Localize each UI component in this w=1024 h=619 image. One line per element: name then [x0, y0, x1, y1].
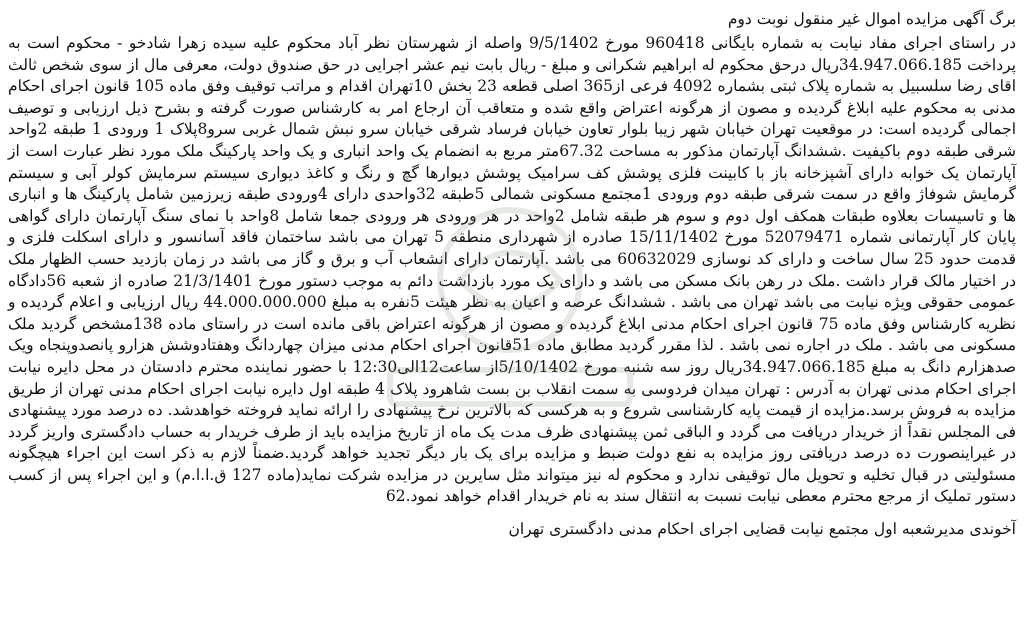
notice-signature: آخوندی مدیرشعبه اول مجتمع نیابت قضایی اجرای احکام مدنی دادگستری تهران — [508, 520, 1016, 539]
notice-body: در راستای اجرای مفاد نیابت به شماره بایگانی 960418 مورخ 9/5/1402 واصله از شهرستان نظر آباد محکوم علیه سیده زهرا شادخو - محکوم است به پرداخت 34.947.066.185ریال درحق محکوم له ابراهیم شکرانی و مبلغ - ریال بابت نیم عشر اجرایی در حق صندوق دولت، معرفی مال از سوی شخص ثالث اقای رضا سلسبیل به شماره پلاک ثبتی بشماره 4092 فرعی از365 اصلی قطعه 23 بخش 10تهران اقدام و مراتب توقیف وفق ماده 105 قانون اجرای احکام مدنی به محکوم علیه ابلاغ گردیده و مصون از هرگونه اعتراض واقع شده و متعاقب آن ارجاع امر به کارشناس صورت گرفته و بشرح ذیل ارزیابی و توصیف اجمالی گردیده است: در موقعیت تهران خیابان شهر زیبا بلوار تعاون خیابان فرساد شرقی خیابان سرو نبش شمال غربی سرو8پلاک 1 ورودی 1 طبقه 2واحد شرقی طبقه دوم باکیفیت .ششدانگ آپارتمان مذکور به مساحت 67.32متر مربع به انضمام یک واحد انباری و یک واحد پارکینگ ملک مورد نظر عبارت است از آپارتمان یک خوابه دارای آشپزخانه باز با کابینت فلزی پوشش کف سرامیک پوشش دیوارها گچ و رنگ و کاغذ دیواری سیستم سرمایش کولر آبی و سیستم گرمایش شوفاژ واقع در سمت شرقی طبقه دوم ورودی 1مجتمع مسکونی شمالی 5طبقه 32واحدی دارای 4ورودی طبقه زیرزمین شامل پارکینگ ها و انباری ها و تاسیسات بعلاوه طبقات همکف اول دوم و سوم هر طبقه شامل 2واحد در هر ورودی هر ورودی جمعا شامل 8واحد با نمای سنگ آپارتمان دارای گواهی پایان کار آپارتمانی شماره 52079471 مورخ 15/11/1402 صادره از شهرداری منطقه 5 تهران می باشد ساختمان فاقد آسانسور و دارای اسکلت فلزی و قدمت حدود 25 سال ساخت و دارای کد نوسازی 60632029 می باشد .آپارتمان دارای انشعاب آب و برق و گاز می باشد در زمان بازدید حسب الظهار ملک در اختیار مالک قرار داشت .ملک در رهن بانک مسکن می باشد و دارای یک مورد بازداشت دائم به موجب دستور مورخ 21/3/1401 صادره از شعبه 56دادگاه عمومی حقوقی ویژه نیابت می باشد تهران می باشد . ششدانگ عرصه و اعیان به نظر هیئت 5نفره به مبلغ 44.000.000.000 ریال ارزیابی و اعلام گردیده و نظریه کارشناس وفق ماده 75 قانون اجرای احکام مدنی ابلاغ گردیده و مصون از هرگونه اعتراض باقی مانده است در راستای ماده 138مشخص گردید ملک مسکونی می باشد . ملک در اجاره نمی باشد . لذا مقرر گردید مطابق ماده 51قانون اجرای احکام مدنی میزان چهاردانگ وهفتادوشش هزارو پانصدوپنجاه ویک صدهزارم دانگ به مبلغ 34.947.066.185ریال روز سه شنبه مورخ 5/10/1402از ساعت12الی12:30 با حضور نماینده محترم دادستان در محل دایره نیابت اجرای احکام مدنی تهران به آدرس : تهران میدان فردوسی به سمت انقلاب بن بست شاهرود پلاک 4 طبقه اول دایره نیابت اجرای احکام مدنی تهران از طریق مزایده به فروش برسد.مزایده از قیمت پایه کارشناسی شروع و به هرکسی که بالاترین نرخ پیشنهادی را ارائه نماید فروخته خواهدشد. ده درصد مورد پیشنهادی فی المجلس نقداً از خریدار دریافت می گردد و الباقی ثمن پیشنهادی ظرف مدت یک ماه از تاریخ مزایده باید از طرف خریدار به حساب دادگستری واریز گردد در غیراینصورت ده درصد دریافتی روز مزایده به نفع دولت ضبط و مزایده برای یک بار دیگر تجدید خواهد گردید.ضمناً لازم به ذکر است این اجراء هیچگونه مسئولیتی در قبال تخلیه و تحویل مال توقیفی ندارد و محکوم له نیز میتواند مثل سایرین در مزایده شرکت نماید(ماده 127 ق.ا.ا.م) و این اجراء پس از کسب دستور تملیک از مرجع محترم معطی نیابت نسبت به انتقال سند به نام خریدار اقدام خواهد نمود.62 — [8, 34, 1017, 506]
notice-title: برگ آگهی مزایده اموال غیر منقول نوبت دوم — [727, 10, 1016, 28]
